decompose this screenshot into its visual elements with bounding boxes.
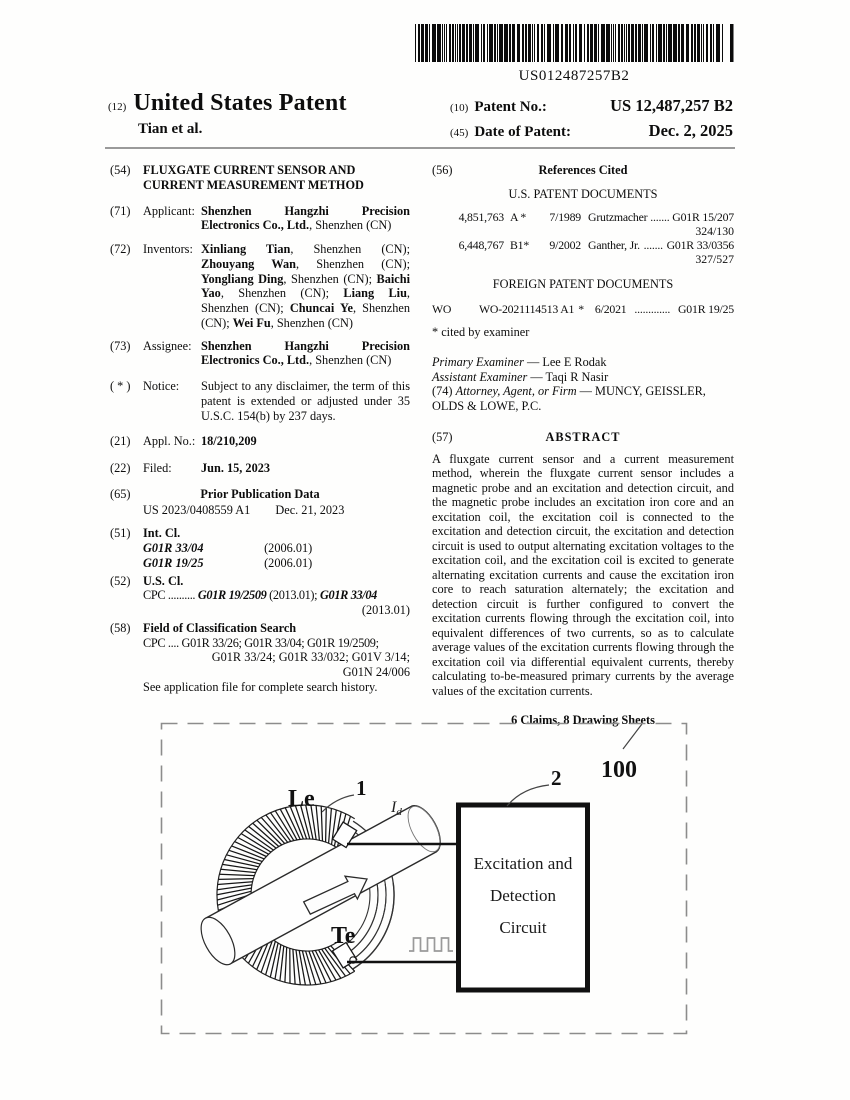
field-52-us-cl [110, 574, 410, 618]
field-tag: (57) [432, 429, 453, 444]
patent-date-row [450, 121, 733, 141]
ref-name: Ganther, Jr. [588, 237, 640, 252]
ref-country: WO [432, 301, 452, 316]
int-cl-heading: Int. Cl. [143, 526, 181, 541]
field-tag: (22) [110, 461, 131, 475]
label-ref-1: 1 [356, 776, 367, 800]
patent-number: US 12,487,257 B2 [610, 96, 733, 115]
left-column [110, 163, 410, 695]
figure [160, 722, 688, 1040]
reference-row [432, 210, 734, 224]
us-cl-heading: U.S. Cl. [143, 573, 184, 588]
filed-label: Filed: [143, 461, 172, 475]
attorney-line: (74) Attorney, Agent, or Firm — MUNCY, GEISSLER, OLDS & LOWE, P.C. [432, 384, 706, 414]
int-cl-entry [143, 556, 410, 571]
label-te: Te [331, 923, 356, 949]
barcode-image [413, 24, 735, 62]
invention-title: FLUXGATE CURRENT SENSOR AND CURRENT MEASUREMENT METHOD [143, 163, 364, 192]
ref-name: Grutzmacher [588, 209, 648, 224]
field-tag: (71) [110, 203, 131, 218]
field-tag: (45) [450, 127, 469, 139]
field-tag: (54) [110, 163, 131, 177]
class-code: G01R 33/04 [143, 541, 204, 555]
field-21-appl-no [110, 434, 410, 449]
ref-kind: B1* [510, 237, 530, 252]
header-patent-info [450, 96, 733, 146]
barcode-text: US012487257B2 [518, 68, 630, 84]
patent-number-label: Patent No.: [474, 99, 547, 115]
search-cpc-line: CPC .... G01R 33/26; G01R 33/04; G01R 19/2509; [143, 635, 379, 650]
circuit-box-line3: Circuit [499, 918, 547, 937]
circuit-box-line1: Excitation and [473, 854, 573, 873]
kind-code-tag: (12) [108, 101, 127, 113]
publication-number: US 2023/0408559 A1 [143, 502, 251, 517]
abstract-heading: ABSTRACT [545, 429, 621, 444]
field-tag: (58) [110, 620, 131, 635]
examiner-block [432, 355, 734, 414]
patent-date-label: Date of Patent: [474, 124, 571, 140]
field-58-search [110, 621, 410, 695]
ref-class: G01R 19/25 [677, 301, 734, 316]
square-wave-icon [409, 938, 453, 951]
patent-number-row [450, 96, 733, 116]
abstract-text: A fluxgate current sensor and a current measurement method, wherein the fluxgate current sensor includes a magnetic probe and an excitation and detection circuit, and the magnetic probe includes an excitation iron core and an excitation coil, the excitation coil is connected to the excitation and detection circuit, the excitation and detection circuit is used to output alternating excitation voltages to the excitation coil, and the excitation coil is excited to generate alternating excitation currents and cause the excitation iron core to reach saturation alternately; the excitation and detection circuit is further configured to convert the excitation currents flowing through the excitation coil, into equivalent differences of two currents, so as to calculate average values of the excitation currents flowing through the excitation coil via differential equivalent currents, thereby calculating to-be-measured primary currents by the average values of the excitation currents. [432, 451, 734, 698]
field-22-filed [110, 461, 410, 476]
right-column [432, 163, 734, 728]
field-tag: (73) [110, 338, 131, 353]
ref-number: 4,851,763 [458, 209, 504, 224]
class-version: (2006.01) [264, 555, 313, 570]
field-tag: (72) [110, 242, 131, 256]
int-cl-entry [143, 541, 410, 556]
field-54-title [110, 163, 410, 193]
label-ref-2: 2 [551, 766, 562, 790]
header-divider [105, 147, 735, 149]
conductor-cylinder [194, 801, 446, 970]
field-tag: ( * ) [110, 379, 131, 393]
claims-note: 6 Claims, 8 Drawing Sheets [511, 713, 655, 728]
inventors-value: Xinliang Tian, Shenzhen (CN); Zhouyang Wan, Shenzhen (CN); Yongliang Ding, Shenzhen (CN); Baichi Yao, Shenzhen (CN); Liang Liu, Shenzhen (CN); Chuncai Ye, Shenzhen (CN); Wei Fu, Shenzhen (CN) [201, 242, 411, 330]
search-heading: Field of Classification Search [143, 620, 297, 635]
label-ref-100: 100 [601, 757, 637, 783]
ref-class: G01R 15/207 [672, 209, 734, 224]
field-tag: (52) [110, 573, 131, 588]
field-56-references [432, 163, 734, 178]
field-72-inventors [110, 242, 410, 331]
field-tag: (10) [450, 102, 469, 114]
patent-date: Dec. 2, 2025 [648, 121, 733, 140]
ref-date: 6/2021 [594, 301, 627, 316]
search-note: See application file for complete search history. [143, 679, 378, 694]
applicant-value: Shenzhen Hangzhi Precision Electronics Co., Ltd., Shenzhen (CN) [201, 203, 410, 233]
ref-kind: A * [510, 209, 527, 224]
field-73-assignee [110, 339, 410, 369]
inventors-label: Inventors: [143, 242, 193, 256]
ref-number: 6,448,767 [458, 237, 504, 252]
search-cpc-line: G01R 33/24; G01R 33/032; G01V 3/14; [211, 650, 410, 665]
filed-value: Jun. 15, 2023 [201, 461, 271, 475]
circuit-box-line2: Detection [489, 886, 557, 905]
ref-star: * [578, 301, 584, 316]
header-title-block [108, 90, 347, 117]
reference-row [432, 238, 734, 252]
us-patent-docs-heading: U.S. PATENT DOCUMENTS [508, 186, 658, 201]
ref-date: 9/2002 [549, 237, 581, 252]
notice-text: Subject to any disclaimer, the term of this patent is extended or adjusted under 35 U.S.C. 154(b) by 237 days. [201, 379, 410, 423]
appl-no-value: 18/210,209 [201, 434, 257, 449]
page-title: United States Patent [133, 90, 347, 116]
inventor-short-name: Tian et al. [138, 121, 203, 137]
references-heading: References Cited [538, 163, 628, 177]
foreign-reference-row [432, 302, 734, 316]
barcode [413, 24, 735, 85]
assistant-examiner-line: Assistant Examiner — Taqi R Nasir [432, 369, 609, 384]
cited-by-examiner-note: * cited by examiner [432, 325, 530, 340]
ref-dots: ............. [634, 301, 671, 316]
ref-date: 7/1989 [549, 209, 581, 224]
label-le: Le [288, 786, 315, 812]
leader-ref-100 [623, 724, 642, 749]
field-tag: (21) [110, 434, 131, 449]
applicant-label: Applicant: [143, 203, 195, 218]
ref-class: G01R 33/0356 [666, 237, 734, 252]
ref-class-cont: 327/527 [695, 251, 734, 266]
primary-examiner-line: Primary Examiner — Lee E Rodak [432, 354, 607, 369]
assignee-value: Shenzhen Hangzhi Precision Electronics Co., Ltd., Shenzhen (CN) [201, 338, 410, 368]
prior-publication-heading: Prior Publication Data [200, 486, 320, 501]
cpc-line: CPC .......... G01R 19/2509 (2013.01); G01R 33/04 [143, 588, 377, 603]
search-cpc-line: G01N 24/006 [342, 665, 410, 679]
foreign-docs-heading: FOREIGN PATENT DOCUMENTS [492, 277, 674, 292]
ref-dots: ....... [643, 237, 663, 252]
class-code: G01R 19/25 [143, 555, 204, 570]
field-65-prior-publication [110, 487, 410, 518]
assignee-label: Assignee: [143, 338, 192, 353]
field-tag: (65) [110, 486, 131, 501]
class-version: (2006.01) [264, 541, 313, 555]
field-notice [110, 379, 410, 423]
field-71-applicant [110, 204, 410, 234]
cpc-line-cont: (2013.01) [361, 603, 410, 617]
ref-dots: ....... [650, 209, 670, 224]
field-tag: (56) [432, 163, 453, 177]
field-57-abstract [432, 430, 734, 445]
label-current-id: Id [391, 799, 402, 818]
prior-publication-entry [110, 503, 410, 518]
appl-no-label: Appl. No.: [143, 434, 196, 449]
field-tag: (51) [110, 526, 131, 541]
figure-drawing [160, 722, 688, 1035]
publication-date: Dec. 21, 2023 [275, 502, 345, 517]
notice-label: Notice: [143, 379, 180, 393]
ref-number: WO-2021114513 A1 [479, 301, 575, 316]
ref-class-cont: 324/130 [695, 223, 734, 238]
field-51-int-cl [110, 526, 410, 570]
